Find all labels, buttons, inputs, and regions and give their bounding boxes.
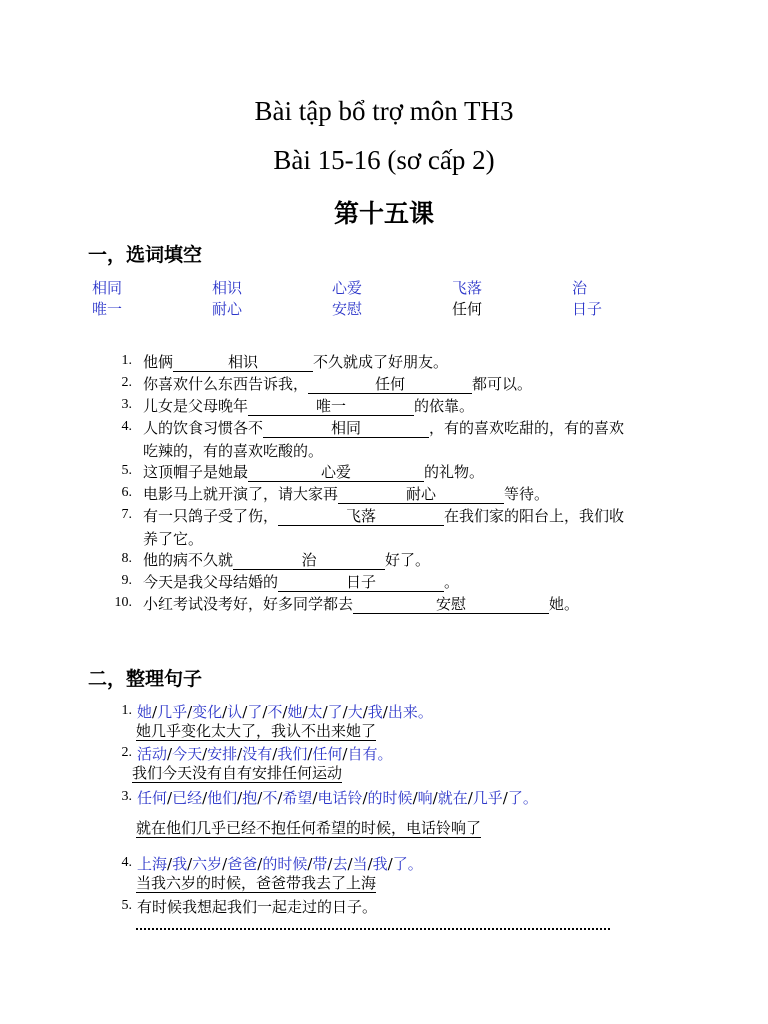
slash-separator: / — [347, 855, 353, 873]
question-5 — [143, 461, 484, 482]
question-text: 有一只鸽子受了伤， — [143, 507, 279, 525]
question-number: 3. — [121, 397, 132, 412]
slash-separator: / — [272, 745, 278, 763]
slash-separator: / — [202, 745, 208, 763]
answer-blank[interactable]: 飞落 — [278, 507, 444, 526]
word-sequence-2 — [137, 743, 393, 764]
answer-blank[interactable]: 耐心 — [338, 485, 504, 504]
question-number: 4. — [121, 419, 132, 434]
question-7 — [143, 505, 624, 526]
question-8 — [143, 549, 430, 570]
scrambled-word: 安排 — [207, 745, 238, 763]
slash-separator: / — [262, 703, 268, 721]
word-item: 相识 — [212, 279, 243, 297]
question-text: 你喜欢什么东西告诉我， — [143, 375, 309, 393]
slash-separator: / — [257, 789, 263, 807]
scrambled-word: 就在 — [437, 789, 468, 807]
answer-sentence-3[interactable]: 就在他们几乎已经不抱任何希望的时候，电话铃响了 — [136, 819, 482, 837]
question-number: 10. — [114, 595, 132, 610]
slash-separator: / — [387, 855, 393, 873]
sentence-end: 。 — [417, 703, 433, 721]
question-text: 儿女是父母晚年 — [143, 397, 249, 415]
word-item: 相同 — [92, 279, 123, 297]
question-text: 他的病不久就 — [143, 551, 234, 569]
slash-separator: / — [322, 703, 328, 721]
scrambled-word: 了 — [507, 789, 523, 807]
scrambled-word: 响 — [417, 789, 433, 807]
word-item: 任何 — [452, 300, 483, 318]
scrambled-word: 去 — [332, 855, 348, 873]
item-number: 1. — [121, 703, 132, 718]
slash-separator: / — [167, 745, 173, 763]
slash-separator: / — [502, 789, 508, 807]
scrambled-word: 变化 — [192, 703, 223, 721]
sentence-end: 。 — [377, 745, 393, 763]
scrambled-word: 大 — [347, 703, 363, 721]
scrambled-word: 的时候 — [262, 855, 308, 873]
scrambled-word: 不 — [262, 789, 278, 807]
word-sequence-1 — [137, 701, 433, 722]
word-sequence-3 — [137, 787, 538, 808]
question-number: 7. — [121, 507, 132, 522]
scrambled-word: 出来 — [387, 703, 418, 721]
scrambled-word: 他们 — [207, 789, 238, 807]
answer-sentence-2[interactable]: 我们今天没有自有安排任何运动 — [132, 764, 343, 782]
slash-separator: / — [342, 703, 348, 721]
slash-separator: / — [167, 789, 173, 807]
slash-separator: / — [257, 855, 263, 873]
word-item: 日子 — [572, 300, 603, 318]
slash-separator: / — [167, 855, 173, 873]
slash-separator: / — [152, 703, 158, 721]
answer-blank[interactable]: 治 — [233, 551, 385, 570]
question-text: 电影马上就开演了，请大家再 — [143, 485, 339, 503]
slash-separator: / — [342, 745, 348, 763]
answer-blank[interactable]: 任何 — [308, 375, 472, 394]
slash-separator: / — [242, 703, 248, 721]
title-line-1: Bài tập bổ trợ môn TH3 — [254, 96, 514, 126]
item-number: 2. — [121, 745, 132, 760]
question-4-continued: 吃辣的，有的喜欢吃酸的。 — [143, 442, 324, 460]
scrambled-word: 不 — [267, 703, 283, 721]
section1-heading: 一，选词填空 — [88, 244, 203, 266]
question-text: 人的饮食习惯各不 — [143, 419, 264, 437]
word-item: 耐心 — [212, 300, 243, 318]
word-item: 飞落 — [452, 279, 483, 297]
word-item: 心爱 — [332, 279, 363, 297]
question-7-continued: 养了它。 — [143, 530, 204, 548]
answer-sentence-1[interactable]: 她几乎变化太大了，我认不出来她了 — [136, 722, 377, 740]
item-number: 5. — [121, 898, 132, 913]
slash-separator: / — [362, 703, 368, 721]
scrambled-word: 了 — [392, 855, 408, 873]
answer-blank[interactable]: 日子 — [278, 573, 444, 592]
slash-separator: / — [467, 789, 473, 807]
scrambled-word: 没有 — [242, 745, 273, 763]
answer-blank[interactable]: 心爱 — [248, 463, 424, 482]
slash-separator: / — [237, 745, 243, 763]
slash-separator: / — [237, 789, 243, 807]
slash-separator: / — [382, 703, 388, 721]
question-text: 。 — [444, 573, 460, 591]
sentence-end: 。 — [407, 855, 423, 873]
question-text: 等待。 — [504, 485, 550, 503]
scrambled-word: 我 — [367, 703, 383, 721]
sentence-5: 有时候我想起我们一起走过的日子。 — [137, 898, 378, 916]
scrambled-word: 今天 — [172, 745, 203, 763]
scrambled-word: 六岁 — [192, 855, 223, 873]
scrambled-word: 自有 — [347, 745, 378, 763]
scrambled-word: 太 — [307, 703, 323, 721]
slash-separator: / — [202, 789, 208, 807]
scrambled-word: 她 — [287, 703, 303, 721]
scrambled-word: 了 — [327, 703, 343, 721]
slash-separator: / — [277, 789, 283, 807]
scrambled-word: 任何 — [137, 789, 168, 807]
scrambled-word: 带 — [312, 855, 328, 873]
question-9 — [143, 571, 459, 592]
scrambled-word: 她 — [137, 703, 153, 721]
slash-separator: / — [307, 855, 313, 873]
slash-separator: / — [302, 703, 308, 721]
word-item: 安慰 — [332, 300, 363, 318]
scrambled-word: 爸爸 — [227, 855, 258, 873]
question-text: 不久就成了好朋友。 — [313, 353, 449, 371]
scrambled-word: 我们 — [277, 745, 308, 763]
word-item: 治 — [572, 279, 588, 297]
scrambled-word: 活动 — [137, 745, 168, 763]
scrambled-word: 当 — [352, 855, 368, 873]
answer-blank[interactable]: 唯一 — [248, 397, 414, 416]
slash-separator: / — [222, 703, 228, 721]
answer-blank[interactable]: 相识 — [173, 353, 313, 372]
question-3 — [143, 395, 474, 416]
question-number: 6. — [121, 485, 132, 500]
scrambled-word: 我 — [172, 855, 188, 873]
slash-separator: / — [222, 855, 228, 873]
question-1 — [143, 351, 448, 372]
slash-separator: / — [367, 855, 373, 873]
question-number: 2. — [121, 375, 132, 390]
question-text: 她。 — [549, 595, 580, 613]
scrambled-word: 的时候 — [367, 789, 413, 807]
answer-sentence-4[interactable]: 当我六岁的时候，爸爸带我去了上海 — [136, 874, 377, 892]
question-text: 他俩 — [143, 353, 174, 371]
scrambled-word: 了 — [247, 703, 263, 721]
scrambled-word: 几乎 — [472, 789, 503, 807]
question-text: ，有的喜欢吃甜的，有的喜欢 — [429, 419, 625, 437]
slash-separator: / — [282, 703, 288, 721]
slash-separator: / — [307, 745, 313, 763]
answer-dotted-line[interactable] — [136, 926, 610, 930]
question-text: 的依靠。 — [414, 397, 475, 415]
slash-separator: / — [362, 789, 368, 807]
scrambled-word: 我 — [372, 855, 388, 873]
question-2 — [143, 373, 532, 394]
question-number: 8. — [121, 551, 132, 566]
scrambled-word: 几乎 — [157, 703, 188, 721]
scrambled-word: 已经 — [172, 789, 203, 807]
section2-heading: 二，整理句子 — [88, 668, 203, 690]
item-number: 4. — [121, 855, 132, 870]
question-text: 都可以。 — [472, 375, 533, 393]
slash-separator: / — [187, 703, 193, 721]
item-number: 3. — [121, 789, 132, 804]
lesson-title: 第十五课 — [333, 199, 434, 228]
scrambled-word: 希望 — [282, 789, 313, 807]
sentence-end: 。 — [522, 789, 538, 807]
title-line-2: Bài 15-16 (sơ cấp 2) — [273, 145, 495, 175]
slash-separator: / — [412, 789, 418, 807]
question-text: 这顶帽子是她最 — [143, 463, 249, 481]
word-sequence-4 — [137, 853, 423, 874]
question-6 — [143, 483, 549, 504]
slash-separator: / — [312, 789, 318, 807]
scrambled-word: 电话铃 — [317, 789, 363, 807]
scrambled-word: 上海 — [137, 855, 168, 873]
question-text: 在我们家的阳台上，我们收 — [444, 507, 625, 525]
answer-blank[interactable]: 相同 — [263, 419, 429, 438]
question-text: 的礼物。 — [424, 463, 485, 481]
question-text: 小红考试没考好，好多同学都去 — [143, 595, 354, 613]
question-text: 今天是我父母结婚的 — [143, 573, 279, 591]
slash-separator: / — [187, 855, 193, 873]
scrambled-word: 认 — [227, 703, 243, 721]
question-text: 好了。 — [385, 551, 431, 569]
word-item: 唯一 — [92, 300, 123, 318]
question-10 — [143, 593, 579, 614]
question-number: 9. — [121, 573, 132, 588]
scrambled-word: 抱 — [242, 789, 258, 807]
answer-blank[interactable]: 安慰 — [353, 595, 549, 614]
question-number: 1. — [121, 353, 132, 368]
question-4 — [143, 417, 624, 438]
question-number: 5. — [121, 463, 132, 478]
scrambled-word: 任何 — [312, 745, 343, 763]
slash-separator: / — [327, 855, 333, 873]
slash-separator: / — [432, 789, 438, 807]
